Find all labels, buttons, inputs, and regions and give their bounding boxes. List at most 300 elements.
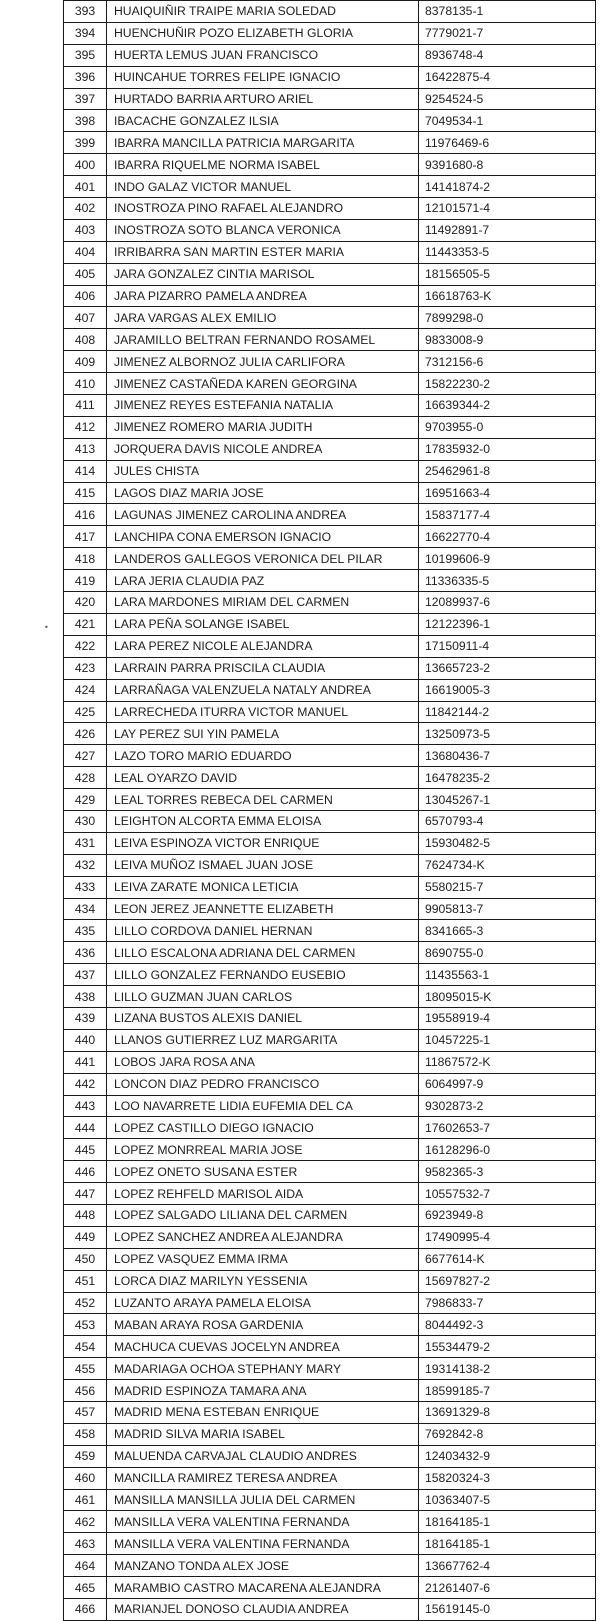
full-name-cell: LOPEZ VASQUEZ EMMA IRMA [107,1248,419,1270]
table-row [64,416,596,438]
row-number-cell: 445 [64,1139,107,1161]
rut-cell: 10199606-9 [419,548,596,570]
full-name-cell: MARAMBIO CASTRO MACARENA ALEJANDRA [107,1577,419,1599]
table-row [64,679,596,701]
table-row [64,241,596,263]
full-name-cell: JIMENEZ REYES ESTEFANIA NATALIA [107,395,419,417]
row-number-cell: 395 [64,44,107,66]
rut-cell: 8044492-3 [419,1314,596,1336]
table-row [64,1511,596,1533]
rut-cell: 17602653-7 [419,1117,596,1139]
full-name-cell: MANCILLA RAMIREZ TERESA ANDREA [107,1467,419,1489]
table-row [64,1051,596,1073]
full-name-cell: LOPEZ SALGADO LILIANA DEL CARMEN [107,1204,419,1226]
rut-cell: 10457225-1 [419,1029,596,1051]
rut-cell: 10363407-5 [419,1489,596,1511]
row-number-cell: 438 [64,986,107,1008]
rut-cell: 19558919-4 [419,1007,596,1029]
rut-cell: 18156505-5 [419,263,596,285]
full-name-cell: MADRID ESPINOZA TAMARA ANA [107,1380,419,1402]
table-row [64,1314,596,1336]
rut-cell: 15820324-3 [419,1467,596,1489]
rut-cell: 16622770-4 [419,526,596,548]
rut-cell: 8936748-4 [419,44,596,66]
rut-cell: 9905813-7 [419,898,596,920]
table-row [64,920,596,942]
full-name-cell: LAGOS DIAZ MARIA JOSE [107,482,419,504]
full-name-cell: LLANOS GUTIERREZ LUZ MARGARITA [107,1029,419,1051]
full-name-cell: MANZANO TONDA ALEX JOSE [107,1555,419,1577]
full-name-cell: MANSILLA VERA VALENTINA FERNANDA [107,1533,419,1555]
full-name-cell: LONCON DIAZ PEDRO FRANCISCO [107,1073,419,1095]
table-row [64,1161,596,1183]
full-name-cell: LARA PEREZ NICOLE ALEJANDRA [107,635,419,657]
table-row [64,635,596,657]
rut-cell: 13680436-7 [419,745,596,767]
row-number-cell: 443 [64,1095,107,1117]
row-number-cell: 456 [64,1380,107,1402]
row-number-cell: 417 [64,526,107,548]
rut-cell: 12101571-4 [419,198,596,220]
table-row [64,482,596,504]
full-name-cell: LOPEZ REHFELD MARISOL AIDA [107,1183,419,1205]
full-name-cell: LOPEZ MONRREAL MARIA JOSE [107,1139,419,1161]
rut-cell: 17150911-4 [419,635,596,657]
row-number-cell: 433 [64,876,107,898]
row-number-cell: 400 [64,154,107,176]
full-name-cell: JORQUERA DAVIS NICOLE ANDREA [107,438,419,460]
rut-cell: 8378135-1 [419,1,596,23]
table-row [64,876,596,898]
table-row [64,1358,596,1380]
row-number-cell: 434 [64,898,107,920]
full-name-cell: LILLO GUZMAN JUAN CARLOS [107,986,419,1008]
full-name-cell: JARA PIZARRO PAMELA ANDREA [107,285,419,307]
row-number-cell: 394 [64,22,107,44]
table-row [64,307,596,329]
rut-cell: 19314138-2 [419,1358,596,1380]
table-row [64,986,596,1008]
full-name-cell: MADARIAGA OCHOA STEPHANY MARY [107,1358,419,1380]
row-number-cell: 455 [64,1358,107,1380]
table-row [64,570,596,592]
rut-cell: 9703955-0 [419,416,596,438]
row-number-cell: 403 [64,219,107,241]
full-name-cell: INDO GALAZ VICTOR MANUEL [107,176,419,198]
rut-cell: 16478235-2 [419,767,596,789]
rut-cell: 25462961-8 [419,460,596,482]
rut-cell: 11336335-5 [419,570,596,592]
table-row [64,723,596,745]
full-name-cell: LAY PEREZ SUI YIN PAMELA [107,723,419,745]
row-number-cell: 437 [64,964,107,986]
table-row [64,1489,596,1511]
full-name-cell: HUAIQUIÑIR TRAIPE MARIA SOLEDAD [107,1,419,23]
full-name-cell: INOSTROZA SOTO BLANCA VERONICA [107,219,419,241]
rut-cell: 6064997-9 [419,1073,596,1095]
rut-cell: 11867572-K [419,1051,596,1073]
full-name-cell: JIMENEZ ROMERO MARIA JUDITH [107,416,419,438]
row-number-cell: 447 [64,1183,107,1205]
full-name-cell: MARIANJEL DONOSO CLAUDIA ANDREA [107,1599,419,1621]
rut-cell: 11435563-1 [419,964,596,986]
row-number-cell: 401 [64,176,107,198]
row-number-cell: 397 [64,88,107,110]
rut-cell: 18164185-1 [419,1533,596,1555]
row-number-cell: 409 [64,351,107,373]
table-row [64,1248,596,1270]
full-name-cell: LEAL TORRES REBECA DEL CARMEN [107,789,419,811]
full-name-cell: LEIVA ESPINOZA VICTOR ENRIQUE [107,832,419,854]
table-row [64,1204,596,1226]
full-name-cell: MADRID MENA ESTEBAN ENRIQUE [107,1402,419,1424]
rut-cell: 13691329-8 [419,1402,596,1424]
table-row [64,460,596,482]
rut-cell: 16951663-4 [419,482,596,504]
full-name-cell: LEIVA MUÑOZ ISMAEL JUAN JOSE [107,854,419,876]
full-name-cell: LARA PEÑA SOLANGE ISABEL [107,613,419,635]
row-number-cell: 407 [64,307,107,329]
row-number-cell: 432 [64,854,107,876]
rut-cell: 16618763-K [419,285,596,307]
full-name-cell: IRRIBARRA SAN MARTIN ESTER MARIA [107,241,419,263]
full-name-cell: LIZANA BUSTOS ALEXIS DANIEL [107,1007,419,1029]
table-row [64,329,596,351]
table-row [64,526,596,548]
row-number-cell: 402 [64,198,107,220]
rut-cell: 6677614-K [419,1248,596,1270]
full-name-cell: HUERTA LEMUS JUAN FRANCISCO [107,44,419,66]
full-name-cell: HURTADO BARRIA ARTURO ARIEL [107,88,419,110]
full-name-cell: JIMENEZ ALBORNOZ JULIA CARLIFORA [107,351,419,373]
rut-cell: 7312156-6 [419,351,596,373]
table-row [64,1577,596,1599]
rut-cell: 11443353-5 [419,241,596,263]
full-name-cell: LUZANTO ARAYA PAMELA ELOISA [107,1292,419,1314]
rut-cell: 17490995-4 [419,1226,596,1248]
table-row [64,898,596,920]
row-number-cell: 435 [64,920,107,942]
table-row [64,1336,596,1358]
table-row [64,1073,596,1095]
table-row [64,592,596,614]
table-row [64,438,596,460]
row-number-cell: 410 [64,373,107,395]
row-number-cell: 436 [64,942,107,964]
rut-cell: 7624734-K [419,854,596,876]
table-row [64,44,596,66]
table-row [64,1423,596,1445]
table-row [64,1467,596,1489]
row-number-cell: 393 [64,1,107,23]
row-number-cell: 414 [64,460,107,482]
rut-cell: 9254524-5 [419,88,596,110]
full-name-cell: LARRAIN PARRA PRISCILA CLAUDIA [107,657,419,679]
rut-cell: 15697827-2 [419,1270,596,1292]
table-row [64,66,596,88]
table-row [64,219,596,241]
row-number-cell: 418 [64,548,107,570]
row-number-cell: 396 [64,66,107,88]
table-row [64,263,596,285]
full-name-cell: LARA JERIA CLAUDIA PAZ [107,570,419,592]
table-row [64,1226,596,1248]
row-number-cell: 451 [64,1270,107,1292]
full-name-cell: JARAMILLO BELTRAN FERNANDO ROSAMEL [107,329,419,351]
row-number-cell: 458 [64,1423,107,1445]
table-row [64,789,596,811]
full-name-cell: LAZO TORO MARIO EDUARDO [107,745,419,767]
rut-cell: 7899298-0 [419,307,596,329]
table-row [64,110,596,132]
row-number-cell: 454 [64,1336,107,1358]
rut-cell: 14141874-2 [419,176,596,198]
table-row [64,1402,596,1424]
full-name-cell: IBARRA RIQUELME NORMA ISABEL [107,154,419,176]
rut-cell: 8690755-0 [419,942,596,964]
table-row [64,1139,596,1161]
table-row [64,154,596,176]
full-name-cell: JIMENEZ CASTAÑEDA KAREN GEORGINA [107,373,419,395]
row-number-cell: 413 [64,438,107,460]
table-row [64,285,596,307]
table-row [64,767,596,789]
table-row [64,1007,596,1029]
table-row [64,1555,596,1577]
rut-cell: 9391680-8 [419,154,596,176]
rut-cell: 16128296-0 [419,1139,596,1161]
full-name-cell: IBARRA MANCILLA PATRICIA MARGARITA [107,132,419,154]
row-number-cell: 449 [64,1226,107,1248]
rut-cell: 9833008-9 [419,329,596,351]
table-row [64,942,596,964]
full-name-cell: MANSILLA VERA VALENTINA FERNANDA [107,1511,419,1533]
full-name-cell: LAGUNAS JIMENEZ CAROLINA ANDREA [107,504,419,526]
table-row [64,1533,596,1555]
table-row [64,1270,596,1292]
table-row [64,613,596,635]
row-number-cell: 444 [64,1117,107,1139]
table-row [64,1029,596,1051]
full-name-cell: LANDEROS GALLEGOS VERONICA DEL PILAR [107,548,419,570]
rut-cell: 18095015-K [419,986,596,1008]
rut-cell: 18164185-1 [419,1511,596,1533]
full-name-cell: MADRID SILVA MARIA ISABEL [107,1423,419,1445]
rut-cell: 15930482-5 [419,832,596,854]
table-row [64,548,596,570]
row-number-cell: 442 [64,1073,107,1095]
full-name-cell: INOSTROZA PINO RAFAEL ALEJANDRO [107,198,419,220]
row-number-cell: 461 [64,1489,107,1511]
rut-cell: 10557532-7 [419,1183,596,1205]
table-row [64,1380,596,1402]
full-name-cell: MACHUCA CUEVAS JOCELYN ANDREA [107,1336,419,1358]
rut-cell: 15837177-4 [419,504,596,526]
row-number-cell: 460 [64,1467,107,1489]
row-number-cell: 424 [64,679,107,701]
rut-cell: 15619145-0 [419,1599,596,1621]
full-name-cell: LOBOS JARA ROSA ANA [107,1051,419,1073]
row-number-cell: 422 [64,635,107,657]
table-row [64,745,596,767]
rut-cell: 13250973-5 [419,723,596,745]
row-number-cell: 452 [64,1292,107,1314]
full-name-cell: MALUENDA CARVAJAL CLAUDIO ANDRES [107,1445,419,1467]
row-number-cell: 421 [64,613,107,635]
full-name-cell: LANCHIPA CONA EMERSON IGNACIO [107,526,419,548]
table-row [64,964,596,986]
rut-cell: 21261407-6 [419,1577,596,1599]
row-number-cell: 423 [64,657,107,679]
full-name-cell: JULES CHISTA [107,460,419,482]
row-number-cell: 415 [64,482,107,504]
rut-cell: 16639344-2 [419,395,596,417]
row-number-cell: 448 [64,1204,107,1226]
rut-cell: 13665723-2 [419,657,596,679]
table-row [64,1445,596,1467]
row-number-cell: 398 [64,110,107,132]
rut-cell: 7692842-8 [419,1423,596,1445]
table-row [64,1095,596,1117]
roster-table-body [64,1,596,1621]
rut-cell: 16422875-4 [419,66,596,88]
table-row [64,832,596,854]
row-number-cell: 462 [64,1511,107,1533]
row-number-cell: 463 [64,1533,107,1555]
full-name-cell: LILLO CORDOVA DANIEL HERNAN [107,920,419,942]
rut-cell: 15534479-2 [419,1336,596,1358]
rut-cell: 9582365-3 [419,1161,596,1183]
full-name-cell: LORCA DIAZ MARILYN YESSENIA [107,1270,419,1292]
full-name-cell: LOPEZ SANCHEZ ANDREA ALEJANDRA [107,1226,419,1248]
row-number-cell: 430 [64,810,107,832]
rut-cell: 12122396-1 [419,613,596,635]
row-number-cell: 412 [64,416,107,438]
rut-cell: 12089937-6 [419,592,596,614]
row-number-cell: 427 [64,745,107,767]
row-number-cell: 426 [64,723,107,745]
rut-cell: 11492891-7 [419,219,596,241]
table-row [64,132,596,154]
row-number-cell: 428 [64,767,107,789]
full-name-cell: IBACACHE GONZALEZ ILSIA [107,110,419,132]
full-name-cell: LARRAÑAGA VALENZUELA NATALY ANDREA [107,679,419,701]
table-row [64,1117,596,1139]
row-number-cell: 446 [64,1161,107,1183]
rut-cell: 6923949-8 [419,1204,596,1226]
table-row [64,395,596,417]
table-row [64,351,596,373]
table-row [64,176,596,198]
row-number-cell: 453 [64,1314,107,1336]
rut-cell: 6570793-4 [419,810,596,832]
rut-cell: 15822230-2 [419,373,596,395]
row-number-cell: 416 [64,504,107,526]
full-name-cell: LOPEZ CASTILLO DIEGO IGNACIO [107,1117,419,1139]
row-number-cell: 406 [64,285,107,307]
row-number-cell: 419 [64,570,107,592]
table-row [64,657,596,679]
row-number-cell: 465 [64,1577,107,1599]
row-number-cell: 450 [64,1248,107,1270]
row-number-cell: 441 [64,1051,107,1073]
row-number-cell: 405 [64,263,107,285]
table-row [64,198,596,220]
rut-cell: 7986833-7 [419,1292,596,1314]
rut-cell: 18599185-7 [419,1380,596,1402]
full-name-cell: LEIGHTON ALCORTA EMMA ELOISA [107,810,419,832]
full-name-cell: LEON JEREZ JEANNETTE ELIZABETH [107,898,419,920]
rut-cell: 7049534-1 [419,110,596,132]
full-name-cell: LEAL OYARZO DAVID [107,767,419,789]
table-row [64,1183,596,1205]
table-row [64,854,596,876]
rut-cell: 17835932-0 [419,438,596,460]
row-number-cell: 425 [64,701,107,723]
full-name-cell: LEIVA ZARATE MONICA LETICIA [107,876,419,898]
table-row [64,22,596,44]
row-number-cell: 439 [64,1007,107,1029]
rut-cell: 8341665-3 [419,920,596,942]
rut-cell: 11976469-6 [419,132,596,154]
table-row [64,88,596,110]
row-number-cell: 431 [64,832,107,854]
rut-cell: 11842144-2 [419,701,596,723]
document-page [63,0,586,1621]
table-row [64,504,596,526]
row-number-cell: 420 [64,592,107,614]
row-number-cell: 457 [64,1402,107,1424]
row-number-cell: 459 [64,1445,107,1467]
rut-cell: 12403432-9 [419,1445,596,1467]
row-number-cell: 429 [64,789,107,811]
full-name-cell: HUINCAHUE TORRES FELIPE IGNACIO [107,66,419,88]
rut-cell: 5580215-7 [419,876,596,898]
full-name-cell: JARA GONZALEZ CINTIA MARISOL [107,263,419,285]
full-name-cell: HUENCHUÑIR POZO ELIZABETH GLORIA [107,22,419,44]
table-row [64,1292,596,1314]
rut-cell: 16619005-3 [419,679,596,701]
table-row [64,810,596,832]
full-name-cell: LOO NAVARRETE LIDIA EUFEMIA DEL CA [107,1095,419,1117]
table-row [64,1599,596,1621]
full-name-cell: LILLO ESCALONA ADRIANA DEL CARMEN [107,942,419,964]
row-number-cell: 440 [64,1029,107,1051]
row-number-cell: 411 [64,395,107,417]
rut-cell: 13045267-1 [419,789,596,811]
full-name-cell: JARA VARGAS ALEX EMILIO [107,307,419,329]
rut-cell: 13667762-4 [419,1555,596,1577]
full-name-cell: LILLO GONZALEZ FERNANDO EUSEBIO [107,964,419,986]
ink-mark: • [44,623,49,632]
full-name-cell: LARA MARDONES MIRIAM DEL CARMEN [107,592,419,614]
rut-cell: 9302873-2 [419,1095,596,1117]
full-name-cell: MANSILLA MANSILLA JULIA DEL CARMEN [107,1489,419,1511]
full-name-cell: MABAN ARAYA ROSA GARDENIA [107,1314,419,1336]
roster-table [63,0,596,1621]
full-name-cell: LARRECHEDA ITURRA VICTOR MANUEL [107,701,419,723]
full-name-cell: LOPEZ ONETO SUSANA ESTER [107,1161,419,1183]
table-row [64,701,596,723]
row-number-cell: 404 [64,241,107,263]
row-number-cell: 466 [64,1599,107,1621]
row-number-cell: 399 [64,132,107,154]
rut-cell: 7779021-7 [419,22,596,44]
row-number-cell: 464 [64,1555,107,1577]
table-row [64,373,596,395]
table-row [64,1,596,23]
row-number-cell: 408 [64,329,107,351]
